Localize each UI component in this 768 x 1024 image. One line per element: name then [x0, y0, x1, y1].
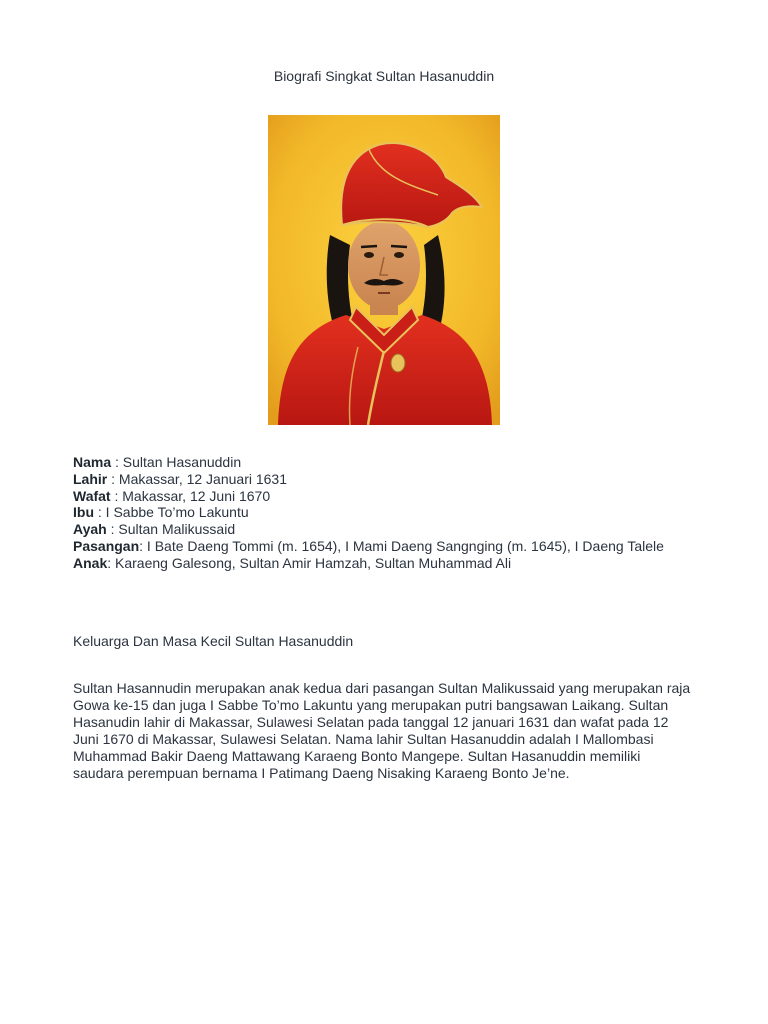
fact-label: Wafat — [73, 487, 111, 504]
fact-row-wafat — [73, 488, 703, 505]
fact-label: Ibu — [73, 504, 94, 521]
fact-row-lahir — [73, 471, 703, 488]
fact-label: Pasangan — [73, 537, 140, 554]
fact-row-ayah — [73, 521, 703, 538]
face — [348, 221, 420, 309]
fact-row-ibu — [73, 504, 703, 521]
fact-row-pasangan — [73, 538, 703, 555]
fact-label: Nama — [73, 454, 112, 470]
fact-row-anak — [73, 555, 703, 572]
fact-value: : Makassar, 12 Januari 1631 — [107, 470, 288, 487]
fact-row-nama — [73, 454, 703, 471]
section-heading: Keluarga Dan Masa Kecil Sultan Hasanuddin — [73, 633, 354, 649]
body-paragraph: Sultan Hasannudin merupakan anak kedua dari pasangan Sultan Malikussaid yang merupakan raja Gowa ke-15 dan juga I Sabbe To’mo Lakuntu yang merupakan putri bangsawan Laikang. Sultan Hasanudin lahir di Makassar, Sulawesi Selatan pada tanggal 12 januari 1631 dan wafat pada 12 Juni 1670 di Makassar, Sulawesi Selatan. Nama lahir Sultan Hasanuddin adalah I Mallombasi Muhammad Bakir Daeng Mattawang Karaeng Bonto Mangepe. Sultan Hasanuddin memiliki saudara perempuan bernama I Patimang Daeng Nisaking Karaeng Bonto Je’ne. — [73, 680, 691, 781]
fact-label: Ayah — [73, 521, 107, 538]
fact-value: : I Sabbe To’mo Lakuntu — [94, 504, 249, 521]
biodata-list — [73, 454, 703, 572]
portrait-illustration — [268, 115, 500, 425]
fact-value: : Sultan Malikussaid — [106, 521, 236, 538]
fact-value: : I Bate Daeng Tommi (m. 1654), I Mami Daeng Sangnging (m. 1645), I Daeng Talele — [139, 537, 664, 554]
fact-value: : Karaeng Galesong, Sultan Amir Hamzah, Sultan Muhammad Ali — [107, 554, 512, 571]
fact-label: Anak — [73, 554, 108, 571]
medallion — [391, 354, 405, 372]
document-title: Biografi Singkat Sultan Hasanuddin — [273, 68, 495, 84]
fact-value: : Sultan Hasanuddin — [111, 454, 242, 470]
fact-value: : Makassar, 12 Juni 1670 — [110, 487, 271, 504]
fact-label: Lahir — [73, 470, 108, 487]
